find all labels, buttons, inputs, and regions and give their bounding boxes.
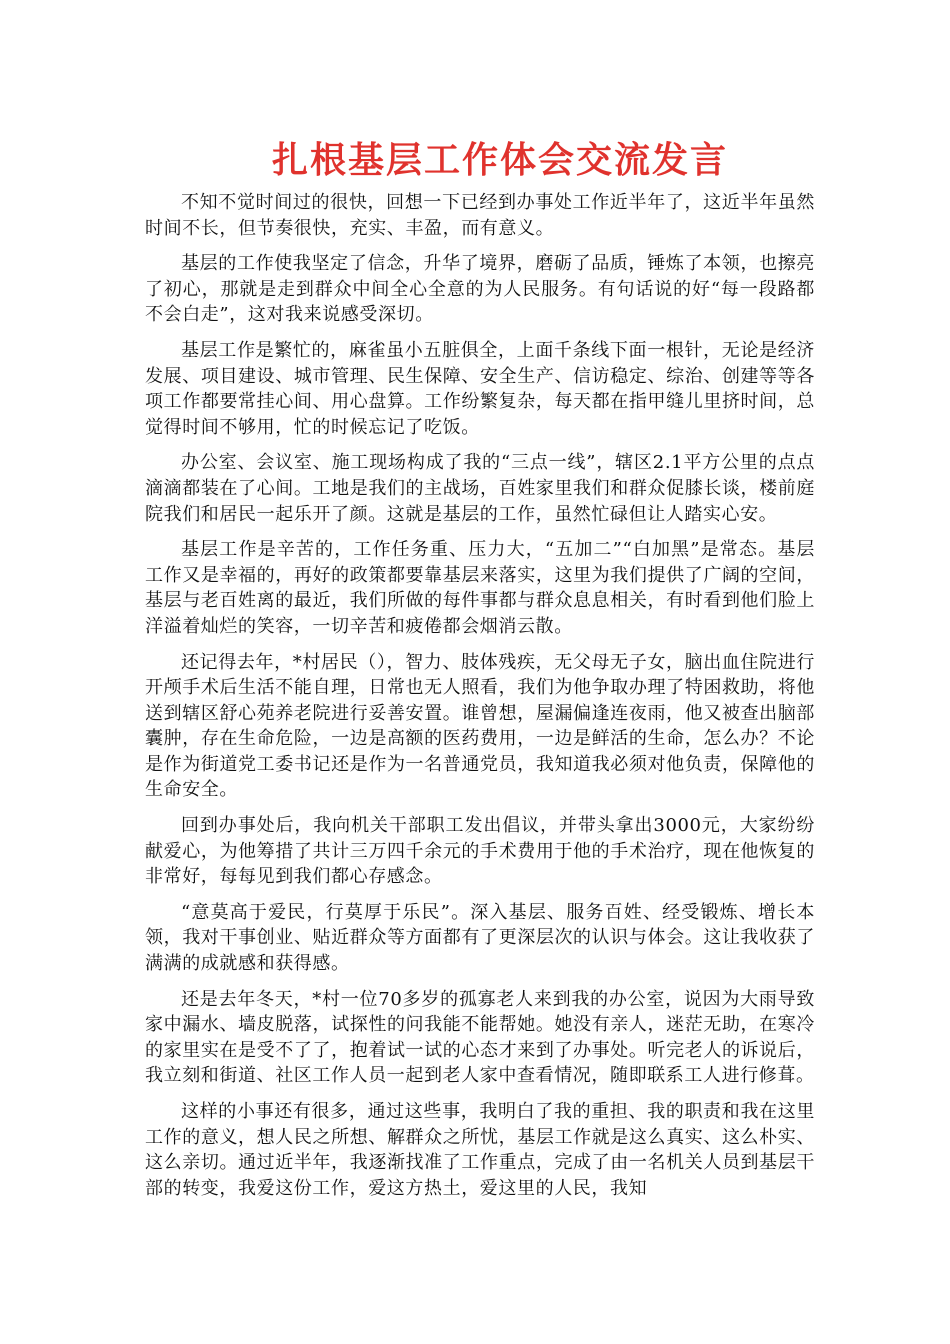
document-title: 扎根基层工作体会交流发言 — [271, 139, 728, 181]
paragraph: 基层工作是辛苦的，工作任务重、压力大，“五加二”“白加黑”是常态。基层工作又是幸福的，再好的政策都要靠基层来落实，这里为我们提供了广阔的空间，基层与老百姓离的最近，我们所做的每件事都与群众息息相关，有时看到他们脸上洋溢着灿烂的笑容，一切辛苦和疲倦都会烟消云散。 — [145, 539, 815, 637]
paragraph: 还是去年冬天，*村一位70多岁的孤寡老人来到我的办公室，说因为大雨导致家中漏水、墙皮脱落，试探性的问我能不能帮她。她没有亲人，迷茫无助，在寒冷的家里实在是受不了了，抱着试一试的心态才来到了办事处。听完老人的诉说后，我立刻和街道、社区工作人员一起到老人家中查看情况，随即联系工人进行修葺。 — [145, 988, 815, 1087]
paragraph: 不知不觉时间过的很快，回想一下已经到办事处工作近半年了，这近半年虽然时间不长，但节奏很快，充实、丰盈，而有意义。 — [145, 192, 815, 239]
paragraph: “意莫高于爱民，行莫厚于乐民”。深入基层、服务百姓、经受锻炼、增长本领，我对干事创业、贴近群众等方面都有了更深层次的认识与体会。这让我收获了满满的成就感和获得感。 — [145, 901, 815, 975]
paragraph: 这样的小事还有很多，通过这些事，我明白了我的重担、我的职责和我在这里工作的意义，想人民之所想、解群众之所忧，基层工作就是这么真实、这么朴实、这么亲切。通过近半年，我逐渐找准了工作重点，完成了由一名机关人员到基层干部的转变，我爱这份工作，爱这方热土，爱这里的人民，我知 — [145, 1101, 815, 1199]
document-body — [145, 190, 815, 1211]
paragraph: 基层工作是繁忙的，麻雀虽小五脏俱全，上面千条线下面一根针，无论是经济发展、项目建设、城市管理、民生保障、安全生产、信访稳定、综治、创建等等各项工作都要常挂心间、用心盘算。工作纷繁复杂，每天都在指甲缝儿里挤时间，总觉得时间不够用，忙的时候忘记了吃饭。 — [145, 339, 815, 438]
paragraph: 回到办事处后，我向机关干部职工发出倡议，并带头拿出3000元，大家纷纷献爱心，为他筹措了共计三万四千余元的手术费用于他的手术治疗，现在他恢复的非常好，每每见到我们都心存感念。 — [145, 815, 815, 888]
paragraph: 办公室、会议室、施工现场构成了我的“三点一线”，辖区2.1平方公里的点点滴滴都装在了心间。工地是我们的主战场，百姓家里我们和群众促膝长谈，楼前庭院我们和居民一起乐开了颜。这就是基层的工作，虽然忙碌但让人踏实心安。 — [145, 452, 815, 525]
paragraph: 还记得去年，*村居民（），智力、肢体残疾，无父母无子女，脑出血住院进行开颅手术后生活不能自理，日常也无人照看，我们为他争取办理了特困救助，将他送到辖区舒心苑养老院进行妥善安置。谁曾想，屋漏偏逢连夜雨，他又被查出脑部囊肿，存在生命危险，一边是高额的医药费用，一边是鲜活的生命，怎么办？不论是作为街道党工委书记还是作为一名普通党员，我知道我必须对他负责，保障他的生命安全。 — [145, 651, 815, 801]
paragraph: 基层的工作使我坚定了信念，升华了境界，磨砺了品质，锤炼了本领，也擦亮了初心，那就是走到群众中间全心全意的为人民服务。有句话说的好“每一段路都不会白走”，这对我来说感受深切。 — [145, 253, 815, 326]
